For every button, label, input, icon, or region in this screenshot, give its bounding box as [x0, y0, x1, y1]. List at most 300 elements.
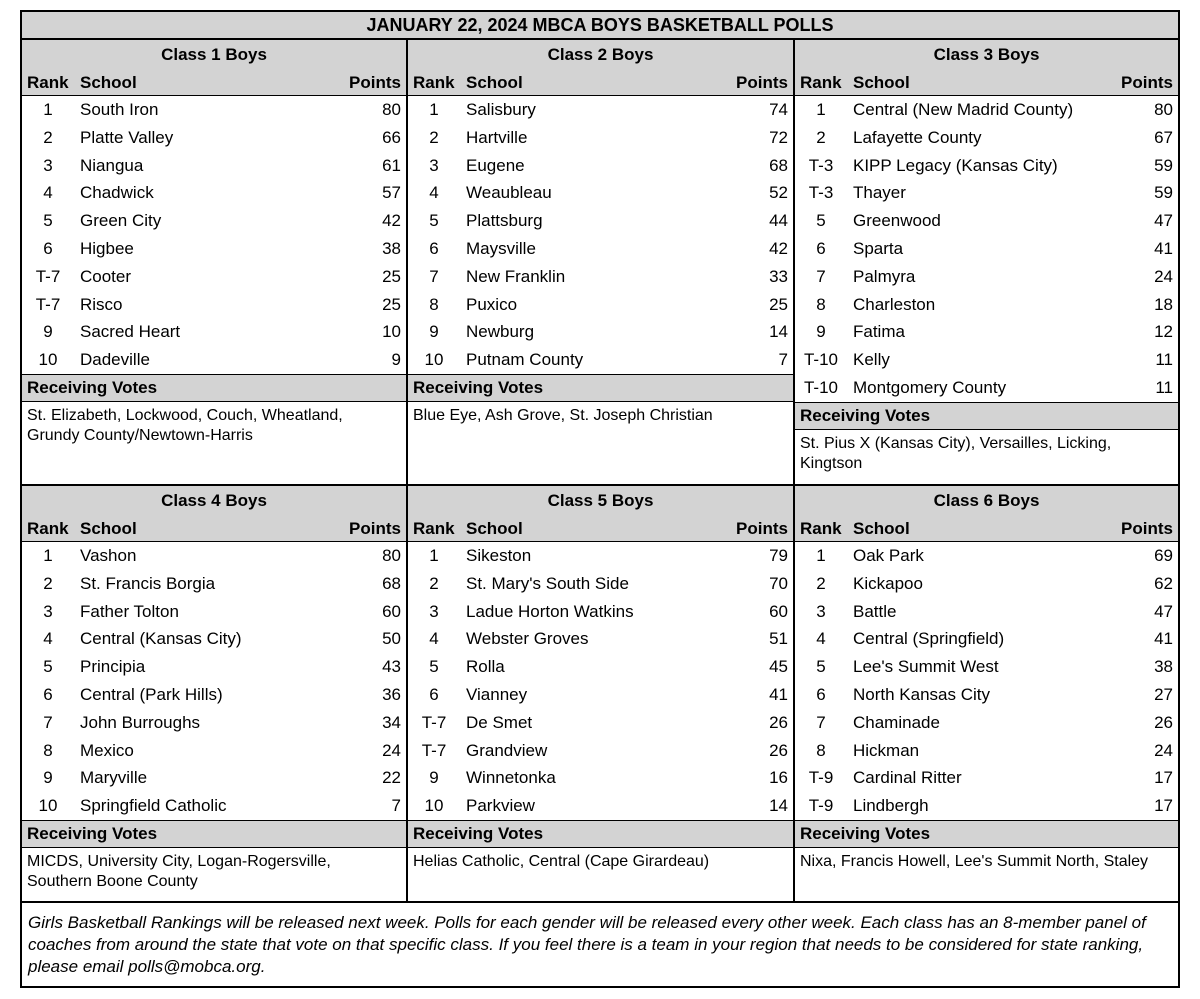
poll-document — [20, 10, 1180, 988]
ranking-row — [22, 207, 406, 235]
receiving-votes-header: Receiving Votes — [795, 402, 1178, 430]
points-value: 17 — [1154, 768, 1173, 788]
points-value: 7 — [778, 350, 788, 370]
school-name: Central (Springfield) — [853, 629, 1005, 649]
rank-value: 2 — [43, 127, 53, 147]
points-value: 41 — [769, 684, 788, 704]
school-column-header: School — [466, 519, 523, 538]
school-name: Central (Park Hills) — [80, 684, 223, 704]
rank-value: 2 — [429, 573, 439, 593]
school-name: St. Mary's South Side — [466, 573, 629, 593]
school-name: Plattsburg — [466, 211, 543, 231]
points-value: 80 — [382, 546, 401, 565]
school-name: Weaubleau — [466, 183, 552, 203]
school-name: Grandview — [466, 740, 548, 760]
ranking-row — [22, 124, 406, 152]
rank-value: T-10 — [803, 350, 839, 370]
receiving-votes-header: Receiving Votes — [795, 820, 1178, 848]
points-value: 22 — [382, 768, 401, 788]
receiving-votes-header: Receiving Votes — [22, 374, 406, 402]
rank-column-header: Rank — [800, 519, 842, 538]
ranking-row — [408, 653, 793, 681]
ranking-row — [795, 792, 1178, 820]
points-value: 16 — [769, 768, 788, 788]
ranking-row — [408, 764, 793, 792]
school-name: Mexico — [80, 740, 134, 760]
class-header — [408, 40, 793, 96]
school-name: Maysville — [466, 238, 536, 258]
school-name: Vianney — [466, 684, 528, 704]
rank-value: 7 — [816, 266, 826, 286]
points-value: 45 — [769, 657, 788, 677]
school-name: St. Francis Borgia — [80, 573, 216, 593]
ranking-row — [795, 570, 1178, 598]
rankings-list — [22, 96, 406, 374]
rank-value: 1 — [43, 546, 53, 565]
rank-value: 10 — [424, 350, 444, 370]
rank-value: 5 — [816, 211, 826, 231]
poll-row-bottom — [22, 486, 1178, 903]
ranking-row — [22, 764, 406, 792]
ranking-row — [795, 263, 1178, 291]
rank-value: T-10 — [803, 377, 839, 397]
ranking-row — [795, 235, 1178, 263]
rank-column-header: Rank — [27, 519, 69, 538]
class-title: Class 1 Boys — [161, 45, 267, 64]
points-column-header: Points — [1121, 519, 1173, 538]
ranking-row — [408, 291, 793, 319]
school-name: Chaminade — [853, 712, 940, 732]
ranking-row — [408, 263, 793, 291]
receiving-votes-header: Receiving Votes — [408, 374, 793, 402]
class-header — [795, 40, 1178, 96]
class-panel — [408, 40, 795, 484]
school-name: Higbee — [80, 238, 134, 258]
points-value: 59 — [1154, 183, 1173, 203]
school-name: Chadwick — [80, 183, 154, 203]
ranking-row — [795, 207, 1178, 235]
points-value: 26 — [769, 740, 788, 760]
rankings-list — [22, 542, 406, 820]
school-name: Oak Park — [853, 546, 924, 565]
rank-value: 6 — [43, 238, 53, 258]
rank-column-header: Rank — [27, 73, 69, 92]
points-value: 60 — [769, 601, 788, 621]
school-name: Risco — [80, 294, 123, 314]
rank-value: 9 — [43, 768, 53, 788]
school-name: Principia — [80, 657, 146, 677]
ranking-row — [22, 291, 406, 319]
ranking-row — [408, 179, 793, 207]
rank-value: 9 — [816, 322, 826, 342]
class-header — [795, 486, 1178, 542]
points-value: 41 — [1154, 629, 1173, 649]
ranking-row — [408, 737, 793, 765]
school-name: Rolla — [466, 657, 505, 677]
ranking-row — [408, 124, 793, 152]
ranking-row — [408, 792, 793, 820]
ranking-row — [22, 179, 406, 207]
ranking-row — [795, 737, 1178, 765]
ranking-row — [408, 570, 793, 598]
rank-value: 9 — [429, 768, 439, 788]
school-name: Salisbury — [466, 100, 536, 119]
points-value: 27 — [1154, 684, 1173, 704]
rank-value: 4 — [43, 629, 53, 649]
rank-value: 8 — [816, 294, 826, 314]
rank-value: T-7 — [421, 740, 447, 760]
rank-value: 8 — [816, 740, 826, 760]
points-value: 24 — [1154, 266, 1173, 286]
rank-column-header: Rank — [413, 73, 455, 92]
rank-value: T-3 — [808, 155, 834, 175]
class-header — [408, 486, 793, 542]
ranking-row — [22, 542, 406, 570]
school-name: North Kansas City — [853, 684, 990, 704]
rank-value: T-7 — [421, 712, 447, 732]
rank-value: 8 — [43, 740, 53, 760]
points-value: 59 — [1154, 155, 1173, 175]
school-name: Lee's Summit West — [853, 657, 999, 677]
rankings-list — [408, 96, 793, 374]
rank-value: 2 — [429, 127, 439, 147]
school-name: Thayer — [853, 183, 906, 203]
school-name: Cardinal Ritter — [853, 768, 962, 788]
rank-value: 5 — [429, 211, 439, 231]
receiving-votes-list: Nixa, Francis Howell, Lee's Summit North, Staley — [800, 852, 1149, 870]
rank-value: 4 — [429, 183, 439, 203]
school-name: Newburg — [466, 322, 535, 342]
ranking-row — [408, 152, 793, 180]
rank-value: 6 — [816, 684, 826, 704]
rank-value: 2 — [43, 573, 53, 593]
ranking-row — [22, 346, 406, 374]
school-name: John Burroughs — [80, 712, 201, 732]
ranking-row — [22, 792, 406, 820]
rank-value: 1 — [429, 100, 439, 119]
class-panel — [795, 486, 1178, 901]
points-value: 52 — [769, 183, 788, 203]
ranking-row — [22, 235, 406, 263]
points-value: 25 — [769, 294, 788, 314]
school-name: Puxico — [466, 294, 518, 314]
points-column-header: Points — [349, 73, 401, 92]
school-name: Cooter — [80, 266, 132, 286]
rank-value: 3 — [816, 601, 826, 621]
rank-value: 5 — [43, 211, 53, 231]
points-value: 10 — [382, 322, 401, 342]
school-name: Ladue Horton Watkins — [466, 601, 634, 621]
rank-value: 1 — [429, 546, 439, 565]
school-name: Montgomery County — [853, 377, 1007, 397]
ranking-row — [22, 598, 406, 626]
ranking-row — [795, 598, 1178, 626]
receiving-votes-list: MICDS, University City, Logan-Rogersville, Southern Boone County — [27, 852, 331, 890]
rank-value: 2 — [816, 573, 826, 593]
rank-value: 5 — [43, 657, 53, 677]
points-value: 47 — [1154, 601, 1173, 621]
school-name: De Smet — [466, 712, 533, 732]
school-name: Eugene — [466, 155, 525, 175]
ranking-row — [408, 346, 793, 374]
ranking-row — [22, 625, 406, 653]
class-header — [22, 486, 406, 542]
rank-value: 6 — [429, 684, 439, 704]
class-panel — [408, 486, 795, 901]
points-value: 14 — [769, 796, 788, 816]
school-name: Parkview — [466, 796, 535, 816]
school-name: Central (New Madrid County) — [853, 100, 1074, 119]
points-value: 9 — [391, 350, 401, 370]
school-name: Winnetonka — [466, 768, 556, 788]
points-value: 74 — [769, 100, 788, 119]
school-name: Fatima — [853, 322, 905, 342]
points-value: 33 — [769, 266, 788, 286]
points-value: 51 — [769, 629, 788, 649]
class-header — [22, 40, 406, 96]
ranking-row — [22, 681, 406, 709]
rank-value: 4 — [429, 629, 439, 649]
rank-value: 7 — [429, 266, 439, 286]
rank-value: T-9 — [808, 768, 834, 788]
receiving-votes-header: Receiving Votes — [22, 820, 406, 848]
rank-value: 6 — [816, 238, 826, 258]
receiving-votes-list: St. Pius X (Kansas City), Versailles, Licking, Kingtson — [800, 434, 1112, 472]
rank-value: 8 — [429, 294, 439, 314]
rankings-list — [795, 542, 1178, 820]
school-name: KIPP Legacy (Kansas City) — [853, 155, 1058, 175]
class-title: Class 6 Boys — [933, 491, 1040, 510]
class-title: Class 2 Boys — [547, 45, 654, 64]
points-value: 34 — [382, 712, 401, 732]
ranking-row — [22, 709, 406, 737]
receiving-votes-list: Blue Eye, Ash Grove, St. Joseph Christian — [413, 406, 713, 424]
ranking-row — [795, 625, 1178, 653]
school-name: Hartville — [466, 127, 528, 147]
ranking-row — [408, 598, 793, 626]
points-column-header: Points — [736, 519, 788, 538]
ranking-row — [795, 96, 1178, 124]
rank-value: 7 — [43, 712, 53, 732]
points-value: 11 — [1155, 377, 1173, 397]
points-value: 70 — [769, 573, 788, 593]
points-value: 72 — [769, 127, 788, 147]
ranking-row — [22, 96, 406, 124]
school-name: Kickapoo — [853, 573, 923, 593]
ranking-row — [408, 681, 793, 709]
ranking-row — [795, 318, 1178, 346]
ranking-row — [795, 681, 1178, 709]
points-value: 62 — [1154, 573, 1173, 593]
points-value: 79 — [769, 546, 788, 565]
points-value: 24 — [1154, 740, 1173, 760]
class-title: Class 3 Boys — [933, 45, 1040, 64]
ranking-row — [408, 207, 793, 235]
points-value: 14 — [769, 322, 788, 342]
school-name: Lafayette County — [853, 127, 982, 147]
rank-value: 10 — [424, 796, 444, 816]
rank-value: 10 — [38, 796, 58, 816]
school-name: Putnam County — [466, 350, 584, 370]
points-value: 50 — [382, 629, 401, 649]
points-value: 80 — [1154, 100, 1173, 119]
ranking-row — [408, 96, 793, 124]
rank-value: 7 — [816, 712, 826, 732]
ranking-row — [408, 625, 793, 653]
points-column-header: Points — [736, 73, 788, 92]
school-name: Father Tolton — [80, 601, 179, 621]
ranking-row — [795, 179, 1178, 207]
rankings-list — [408, 542, 793, 820]
class-panel — [795, 40, 1178, 484]
points-value: 42 — [769, 238, 788, 258]
points-value: 67 — [1154, 127, 1173, 147]
ranking-row — [795, 374, 1178, 402]
school-name: Niangua — [80, 155, 144, 175]
school-name: Green City — [80, 211, 162, 231]
school-column-header: School — [80, 73, 137, 92]
points-value: 61 — [382, 155, 401, 175]
page-title: JANUARY 22, 2024 MBCA BOYS BASKETBALL POLLS — [22, 12, 1178, 40]
school-column-header: School — [80, 519, 137, 538]
school-name: Sacred Heart — [80, 322, 181, 342]
points-value: 7 — [391, 796, 401, 816]
school-name: Sparta — [853, 238, 904, 258]
ranking-row — [408, 542, 793, 570]
rank-value: T-3 — [808, 183, 834, 203]
ranking-row — [408, 709, 793, 737]
school-name: Charleston — [853, 294, 936, 314]
points-value: 24 — [382, 740, 401, 760]
school-name: Palmyra — [853, 266, 916, 286]
ranking-row — [22, 263, 406, 291]
rank-value: 6 — [429, 238, 439, 258]
ranking-row — [22, 737, 406, 765]
ranking-row — [795, 653, 1178, 681]
ranking-row — [408, 235, 793, 263]
school-name: Vashon — [80, 546, 137, 565]
points-value: 66 — [382, 127, 401, 147]
rank-value: 2 — [816, 127, 826, 147]
school-name: Springfield Catholic — [80, 796, 227, 816]
points-value: 43 — [382, 657, 401, 677]
ranking-row — [795, 346, 1178, 374]
points-column-header: Points — [1121, 73, 1173, 92]
rank-value: 9 — [43, 322, 53, 342]
class-title: Class 5 Boys — [547, 491, 654, 510]
poll-row-top — [22, 40, 1178, 486]
receiving-votes-header: Receiving Votes — [408, 820, 793, 848]
points-value: 80 — [382, 100, 401, 119]
rank-value: 1 — [816, 100, 826, 119]
school-name: Sikeston — [466, 546, 532, 565]
points-value: 26 — [769, 712, 788, 732]
rank-value: 4 — [43, 183, 53, 203]
points-value: 38 — [1154, 657, 1173, 677]
rank-value: 1 — [43, 100, 53, 119]
rank-column-header: Rank — [413, 519, 455, 538]
school-column-header: School — [853, 519, 910, 538]
points-value: 25 — [382, 294, 401, 314]
rank-value: 3 — [429, 155, 439, 175]
points-value: 42 — [382, 211, 401, 231]
school-name: Lindbergh — [853, 796, 929, 816]
school-name: Webster Groves — [466, 629, 589, 649]
ranking-row — [22, 318, 406, 346]
school-name: Hickman — [853, 740, 920, 760]
points-value: 11 — [1155, 350, 1173, 370]
points-value: 25 — [382, 266, 401, 286]
ranking-row — [22, 152, 406, 180]
rank-value: 3 — [429, 601, 439, 621]
points-value: 68 — [769, 155, 788, 175]
ranking-row — [22, 653, 406, 681]
rankings-list — [795, 96, 1178, 402]
points-column-header: Points — [349, 519, 401, 538]
rank-value: 3 — [43, 155, 53, 175]
ranking-row — [408, 318, 793, 346]
school-column-header: School — [466, 73, 523, 92]
receiving-votes-list: Helias Catholic, Central (Cape Girardeau) — [413, 852, 710, 870]
rank-value: T-7 — [35, 266, 61, 286]
school-name: South Iron — [80, 100, 159, 119]
points-value: 69 — [1154, 546, 1173, 565]
receiving-votes-list: St. Elizabeth, Lockwood, Couch, Wheatland, Grundy County/Newtown-Harris — [27, 406, 343, 444]
class-panel — [22, 486, 408, 901]
rank-value: T-7 — [35, 294, 61, 314]
points-value: 38 — [382, 238, 401, 258]
rank-value: T-9 — [808, 796, 834, 816]
rank-value: 3 — [43, 601, 53, 621]
class-title: Class 4 Boys — [161, 491, 267, 510]
points-value: 17 — [1154, 796, 1173, 816]
school-name: Maryville — [80, 768, 148, 788]
ranking-row — [795, 152, 1178, 180]
points-value: 41 — [1154, 238, 1173, 258]
ranking-row — [795, 542, 1178, 570]
school-name: Kelly — [853, 350, 890, 370]
ranking-row — [795, 764, 1178, 792]
ranking-row — [795, 124, 1178, 152]
ranking-row — [795, 291, 1178, 319]
class-panel — [22, 40, 408, 484]
points-value: 18 — [1154, 294, 1173, 314]
points-value: 47 — [1154, 211, 1173, 231]
rank-value: 5 — [429, 657, 439, 677]
rank-value: 5 — [816, 657, 826, 677]
ranking-row — [22, 570, 406, 598]
school-name: Dadeville — [80, 350, 150, 370]
points-value: 60 — [382, 601, 401, 621]
school-name: Platte Valley — [80, 127, 174, 147]
points-value: 26 — [1154, 712, 1173, 732]
school-name: New Franklin — [466, 266, 566, 286]
points-value: 44 — [769, 211, 788, 231]
points-value: 36 — [382, 684, 401, 704]
rank-value: 9 — [429, 322, 439, 342]
school-name: Greenwood — [853, 211, 941, 231]
rank-value: 4 — [816, 629, 826, 649]
rank-column-header: Rank — [800, 73, 842, 92]
points-value: 12 — [1154, 322, 1173, 342]
school-name: Central (Kansas City) — [80, 629, 242, 649]
school-column-header: School — [853, 73, 910, 92]
points-value: 57 — [382, 183, 401, 203]
ranking-row — [795, 709, 1178, 737]
rank-value: 6 — [43, 684, 53, 704]
rank-value: 10 — [38, 350, 58, 370]
points-value: 68 — [382, 573, 401, 593]
